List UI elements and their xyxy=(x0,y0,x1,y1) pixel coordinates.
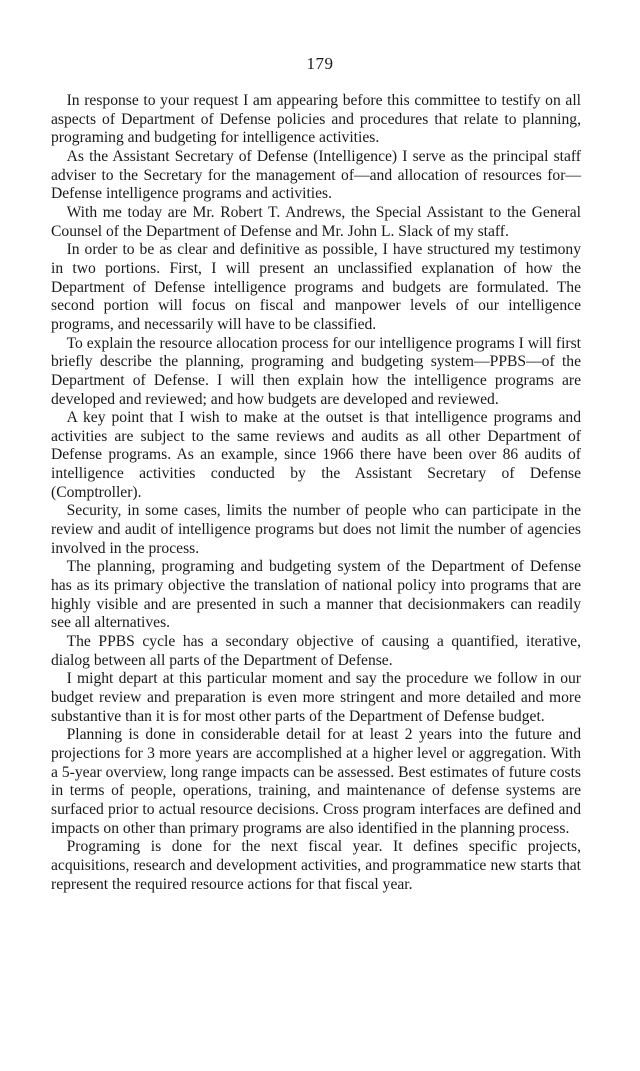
paragraph: I might depart at this particular moment and say the procedure we follow in our budget review and preparation is even more stringent and more detailed and more substantive than it is for most other parts of the Department of Defense budget. xyxy=(51,670,581,725)
document-body xyxy=(51,92,581,894)
paragraph: Security, in some cases, limits the number of people who can participate in the review and audit of intelligence programs but does not limit the number of agencies involved in the process. xyxy=(51,502,581,557)
paragraph: In order to be as clear and definitive as possible, I have structured my testimony in two portions. First, I will present an unclassified explanation of how the Department of Defense intelligence programs and budgets are formulated. The second portion will focus on fiscal and manpower levels of our intelligence programs, and necessarily will have to be classified. xyxy=(51,241,581,333)
paragraph: Planning is done in considerable detail for at least 2 years into the future and projections for 3 more years are accomplished at a higher level or aggregation. With a 5-year overview, long range impacts can be assessed. Best estimates of future costs in terms of people, operations, training, and maintenance of defense systems are surfaced prior to actual resource decisions. Cross program interfaces are defined and impacts on other than primary programs are also identified in the planning process. xyxy=(51,726,581,837)
paragraph: With me today are Mr. Robert T. Andrews, the Special Assistant to the General Counsel of the Department of Defense and Mr. John L. Slack of my staff. xyxy=(51,203,581,240)
paragraph: Programing is done for the next fiscal year. It defines specific projects, acquisitions, research and development activities, and programmatice new starts that represent the required resource actions for that fiscal year. xyxy=(51,838,581,893)
paragraph: The PPBS cycle has a secondary objective of causing a quantified, iterative, dialog between all parts of the Department of Defense. xyxy=(51,633,581,669)
paragraph: In response to your request I am appearing before this committee to testify on all aspects of Department of Defense policies and procedures that relate to planning, programing and budgeting for intelligence activities. xyxy=(51,92,581,147)
page-number: 179 xyxy=(306,54,334,73)
paragraph: As the Assistant Secretary of Defense (Intelligence) I serve as the principal staff adviser to the Secretary for the management of—and allocation of resources for—Defense intelligence programs and activities. xyxy=(51,147,581,203)
paragraph: To explain the resource allocation process for our intelligence programs I will first briefly describe the planning, programing and budgeting system—PPBS—of the Department of Defense. I will then explain how the intelligence programs are developed and reviewed; and how budgets are developed and reviewed. xyxy=(51,334,581,408)
paragraph: A key point that I wish to make at the outset is that intelligence programs and activities are subject to the same reviews and audits as all other Department of Defense programs. As an example, since 1966 there have been over 86 audits of intelligence activities conducted by the Assistant Secretary of Defense (Comptroller). xyxy=(51,409,581,501)
paragraph: The planning, programing and budgeting system of the Department of Defense has as its primary objective the translation of national policy into programs that are highly visible and are presented in such a manner that decisionmakers can readily see all alternatives. xyxy=(51,558,581,632)
